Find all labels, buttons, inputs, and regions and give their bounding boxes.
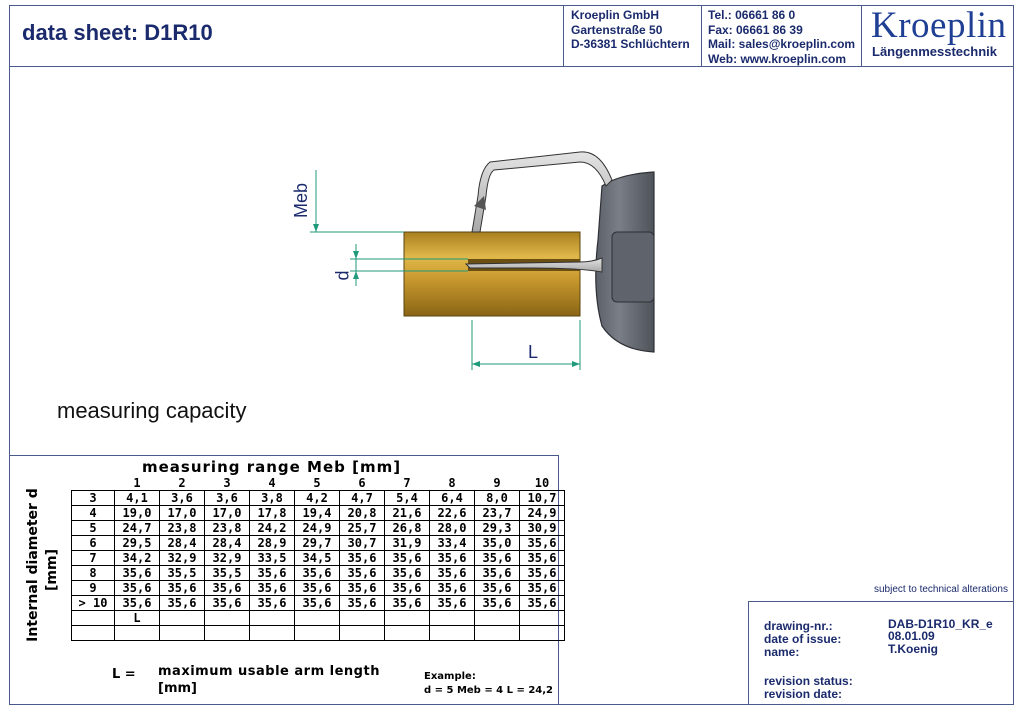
column-header: 10: [520, 476, 565, 491]
table-cell: 30,9: [520, 521, 565, 536]
table-cell: 35,6: [250, 581, 295, 596]
table-cell: 35,6: [115, 596, 160, 611]
column-header: 9: [475, 476, 520, 491]
table-cell: 29,5: [115, 536, 160, 551]
table-cell: 35,6: [520, 566, 565, 581]
company-logo: Kroeplin: [871, 5, 1007, 46]
table-row: [72, 521, 565, 536]
contact-phone: Tel.: 06661 86 0: [708, 8, 796, 22]
table-cell: 33,5: [250, 551, 295, 566]
header-sep-1: [563, 5, 564, 66]
row-header: 8: [72, 566, 115, 581]
page-title: data sheet: D1R10: [22, 20, 213, 45]
table-cell: 35,6: [250, 566, 295, 581]
table-cell: 35,6: [520, 596, 565, 611]
table-cell: 35,6: [430, 566, 475, 581]
table-cell: 3,6: [205, 491, 250, 506]
table-cell: 19,0: [115, 506, 160, 521]
table-cell: 35,6: [520, 536, 565, 551]
l-row-label: L: [115, 611, 160, 626]
table-cell: 35,6: [250, 596, 295, 611]
l-row-cell: [430, 611, 475, 626]
table-body: [72, 491, 565, 611]
table-cell: 17,0: [160, 506, 205, 521]
table-cell: 23,8: [205, 521, 250, 536]
table-title: measuring range Meb [mm]: [142, 458, 402, 476]
table-cell: 35,6: [430, 581, 475, 596]
row-header: 9: [72, 581, 115, 596]
table-cell: 3,8: [250, 491, 295, 506]
table-cell: 4,7: [340, 491, 385, 506]
example-text: d = 5 Meb = 4 L = 24,2: [424, 685, 553, 696]
table-cell: 28,9: [250, 536, 295, 551]
table-cell: 28,0: [430, 521, 475, 536]
legend-unit: [mm]: [158, 681, 197, 696]
row-axis-unit: [mm]: [44, 549, 60, 591]
table-cell: 35,6: [205, 596, 250, 611]
row-header: > 10: [72, 596, 115, 611]
table-header-row: [72, 476, 565, 491]
table-cell: 24,2: [250, 521, 295, 536]
table-cell: 35,6: [475, 551, 520, 566]
table-row: [72, 581, 565, 596]
table-row: [72, 536, 565, 551]
l-row-cell: [295, 611, 340, 626]
table-cell: 35,6: [340, 566, 385, 581]
blank-cell: [250, 626, 295, 641]
capacity-table: [71, 476, 565, 641]
table-cell: 17,8: [250, 506, 295, 521]
table-cell: 35,6: [385, 551, 430, 566]
table-row: [72, 506, 565, 521]
column-header: 4: [250, 476, 295, 491]
technical-alterations-note: subject to technical alterations: [874, 584, 1008, 595]
table-cell: 8,0: [475, 491, 520, 506]
label-meb: Meb: [291, 182, 312, 219]
table-cell: 35,6: [160, 581, 205, 596]
table-cell: 24,7: [115, 521, 160, 536]
blank-cell: [385, 626, 430, 641]
l-row-cell: [520, 611, 565, 626]
table-cell: 35,6: [340, 551, 385, 566]
table-cell: 31,9: [385, 536, 430, 551]
title-block-left: [748, 601, 749, 705]
blank-cell: [295, 626, 340, 641]
table-cell: 23,7: [475, 506, 520, 521]
table-cell: 35,6: [115, 581, 160, 596]
revision-status-label: revision status:: [764, 674, 853, 688]
table-top-divider: [9, 455, 558, 456]
table-row: [72, 491, 565, 506]
table-row: [72, 596, 565, 611]
header-divider: [9, 66, 1014, 67]
column-header: 6: [340, 476, 385, 491]
column-header: 3: [205, 476, 250, 491]
column-header: 5: [295, 476, 340, 491]
table-cell: 6,4: [430, 491, 475, 506]
l-row-cell: [160, 611, 205, 626]
company-line: Kroeplin GmbH: [571, 8, 660, 22]
issue-date-label: date of issue:: [764, 632, 842, 646]
blank-cell: [430, 626, 475, 641]
blank-cell: [340, 626, 385, 641]
table-cell: 24,9: [520, 506, 565, 521]
label-l: L: [528, 342, 539, 362]
table-cell: 35,6: [385, 566, 430, 581]
l-row-cell: [475, 611, 520, 626]
table-cell: 4,2: [295, 491, 340, 506]
table-cell: 35,6: [475, 566, 520, 581]
blank-cell: [475, 626, 520, 641]
column-header: 2: [160, 476, 205, 491]
table-row: [72, 551, 565, 566]
legend-key: L =: [112, 667, 136, 682]
issue-date-value: 08.01.09: [888, 629, 935, 643]
section-caption: measuring capacity: [57, 398, 247, 423]
column-header: 1: [115, 476, 160, 491]
l-row-blank: [72, 626, 565, 641]
gauge-drawing: [280, 140, 670, 380]
company-address: [571, 8, 690, 52]
company-logo-subtitle: Längenmesstechnik: [872, 44, 997, 59]
row-header: 7: [72, 551, 115, 566]
table-cell: 22,6: [430, 506, 475, 521]
blank-cell: [72, 626, 115, 641]
l-row-cell: [385, 611, 430, 626]
table-cell: 34,5: [295, 551, 340, 566]
blank-cell: [205, 626, 250, 641]
table-cell: 35,0: [475, 536, 520, 551]
table-cell: 32,9: [205, 551, 250, 566]
author-value: T.Koenig: [888, 642, 938, 656]
label-d: d: [332, 270, 353, 281]
legend-text: maximum usable arm length: [158, 664, 380, 679]
table-cell: 20,8: [340, 506, 385, 521]
blank-cell: [115, 626, 160, 641]
l-row-cell: [250, 611, 295, 626]
drawing-nr-value: DAB-D1R10_KR_e: [888, 617, 993, 631]
table-cell: 32,9: [160, 551, 205, 566]
column-header: 8: [430, 476, 475, 491]
table-cell: 35,6: [295, 581, 340, 596]
table-cell: 17,0: [205, 506, 250, 521]
l-row-cell: [340, 611, 385, 626]
table-cell: 34,2: [115, 551, 160, 566]
table-cell: 35,6: [340, 581, 385, 596]
row-header: 6: [72, 536, 115, 551]
table-cell: 35,6: [475, 581, 520, 596]
table-cell: 24,9: [295, 521, 340, 536]
table-cell: 35,6: [160, 596, 205, 611]
table-cell: 35,6: [475, 596, 520, 611]
header-corner: [72, 476, 115, 491]
table-cell: 3,6: [160, 491, 205, 506]
table-cell: 35,6: [205, 581, 250, 596]
table-cell: 28,4: [160, 536, 205, 551]
table-cell: 35,6: [295, 596, 340, 611]
revision-date-label: revision date:: [764, 687, 843, 701]
title-block-top: [748, 601, 1014, 602]
row-header: 3: [72, 491, 115, 506]
table-cell: 23,8: [160, 521, 205, 536]
l-row: [72, 611, 565, 626]
row-header: 4: [72, 506, 115, 521]
table-row: [72, 566, 565, 581]
table-cell: 33,4: [430, 536, 475, 551]
table-cell: 35,6: [115, 566, 160, 581]
table-cell: 4,1: [115, 491, 160, 506]
table-cell: 5,4: [385, 491, 430, 506]
table-cell: 35,5: [205, 566, 250, 581]
contact-web[interactable]: Web: www.kroeplin.com: [708, 51, 847, 66]
author-label: name:: [764, 645, 800, 659]
header-sep-3: [861, 5, 862, 66]
company-line: Gartenstraße 50: [571, 22, 663, 37]
table-cell: 35,6: [520, 581, 565, 596]
contact-mail[interactable]: Mail: sales@kroeplin.com: [708, 37, 856, 51]
l-row-spacer: [72, 611, 115, 626]
gauge-display: [612, 232, 654, 302]
blank-cell: [520, 626, 565, 641]
table-cell: 35,6: [385, 596, 430, 611]
row-header: 5: [72, 521, 115, 536]
drawing-nr-label: drawing-nr.:: [764, 619, 833, 633]
workpiece-block: [404, 232, 580, 316]
upper-arm: [472, 152, 612, 232]
table-cell: 29,7: [295, 536, 340, 551]
table-cell: 35,6: [295, 566, 340, 581]
table-cell: 10,7: [520, 491, 565, 506]
table-cell: 28,4: [205, 536, 250, 551]
table-cell: 35,6: [520, 551, 565, 566]
row-axis-label: Internal diameter d: [25, 488, 41, 642]
table-cell: 25,7: [340, 521, 385, 536]
table-cell: 35,6: [430, 596, 475, 611]
table-cell: 30,7: [340, 536, 385, 551]
header-sep-2: [701, 5, 702, 66]
table-cell: 29,3: [475, 521, 520, 536]
table-cell: 35,6: [340, 596, 385, 611]
table-cell: 35,6: [430, 551, 475, 566]
example-title: Example:: [424, 671, 476, 682]
table-cell: 26,8: [385, 521, 430, 536]
contact-fax: Fax: 06661 86 39: [708, 22, 803, 37]
table-cell: 35,5: [160, 566, 205, 581]
table-cell: 19,4: [295, 506, 340, 521]
blank-cell: [160, 626, 205, 641]
table-cell: 21,6: [385, 506, 430, 521]
company-contact: [708, 8, 855, 66]
column-header: 7: [385, 476, 430, 491]
company-line: D-36381 Schlüchtern: [571, 37, 690, 51]
table-cell: 35,6: [385, 581, 430, 596]
l-row-cell: [205, 611, 250, 626]
